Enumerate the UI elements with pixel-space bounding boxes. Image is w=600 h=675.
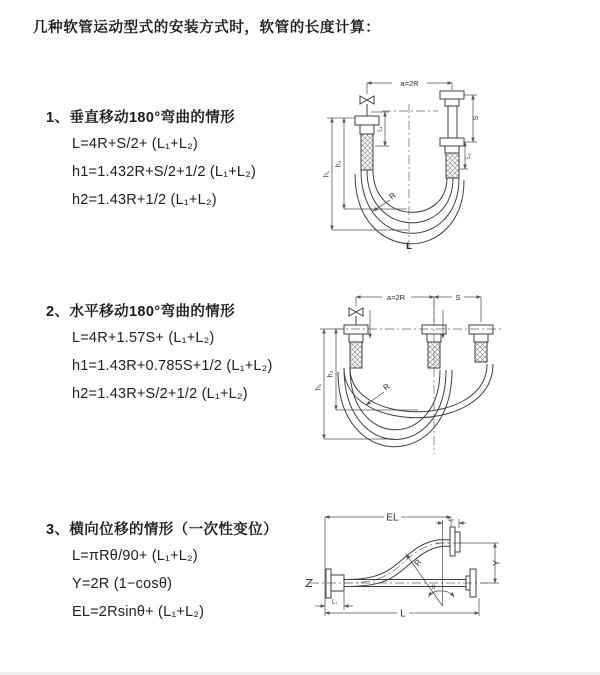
right-pipe-fitting (440, 91, 464, 178)
section-2-heading: 2、水平移动180°弯曲的情形 (46, 304, 236, 320)
left-pipe-fitting (355, 116, 379, 170)
dim-label-h2: h₂ (335, 160, 343, 168)
dim-label-h1: h₁ (323, 170, 331, 178)
left-flange (326, 569, 344, 598)
radius-label: R (387, 190, 398, 202)
formula-1-3: h2=1.43R+1/2 (L₁+L₂) (72, 192, 217, 208)
dim-label-l: L (400, 608, 406, 620)
dim-label-s: S (473, 115, 480, 121)
formula-2-1: L=4R+1.57S+ (L₁+L₂) (72, 330, 215, 346)
formula-1-2: h1=1.432R+S/2+1/2 (L₁+L₂) (72, 164, 257, 180)
section-3-heading: 3、横向位移的情形（一次性变位） (46, 522, 278, 538)
pipe-fittings (344, 325, 493, 368)
centerlines (334, 300, 502, 454)
formula-2-3: h2=1.43R+S/2+1/2 (L₁+L₂) (72, 386, 248, 402)
hose-u-tubes (338, 364, 493, 447)
formula-3-3: EL=2Rsinθ+ (L₁+L₂) (72, 604, 205, 620)
dim-label-y: Y (491, 559, 502, 567)
dim-label-a2r: a=2R (386, 292, 406, 302)
dim-label-el: EL (386, 512, 399, 524)
valve-icon (349, 308, 363, 325)
dim-label-s: S (455, 292, 461, 302)
page-title: 几种软管运动型式的安装方式时，软管的长度计算： (33, 20, 381, 36)
dim-label-l2: L₂ (448, 517, 454, 523)
angle-label-theta: θ (431, 584, 436, 591)
formula-3-1: L=πRθ/90+ (L₁+L₂) (72, 548, 198, 564)
dimension-lines (315, 513, 499, 618)
dim-label-l2: L₂ (466, 153, 472, 159)
formula-3-2: Y=2R (1−cosθ) (72, 576, 173, 592)
radius-label: R (381, 381, 392, 393)
upper-flange (450, 527, 460, 556)
centerlines (382, 104, 438, 253)
formula-2-2: h1=1.43R+0.785S+1/2 (L₁+L₂) (72, 358, 273, 374)
dim-label-h2: h₂ (327, 370, 335, 378)
valve-icon (360, 96, 374, 116)
formula-1-1: L=4R+S/2+ (L₁+L₂) (72, 136, 198, 152)
length-label: L (406, 241, 412, 252)
section-1-heading: 1、垂直移动180°弯曲的情形 (46, 110, 236, 126)
dim-label-h1: h₁ (315, 383, 323, 391)
hose-u-tube (355, 170, 464, 244)
diagram-vertical-180-bend (310, 68, 590, 258)
dim-label-a2r: a=2R (400, 78, 419, 88)
radius-label: R (412, 557, 424, 568)
diagram-horizontal-180-bend (310, 282, 590, 462)
dim-label-l1: L₁ (331, 599, 338, 606)
diagram-lateral-displacement (298, 498, 598, 643)
dim-label-l1: L₁ (377, 126, 384, 132)
